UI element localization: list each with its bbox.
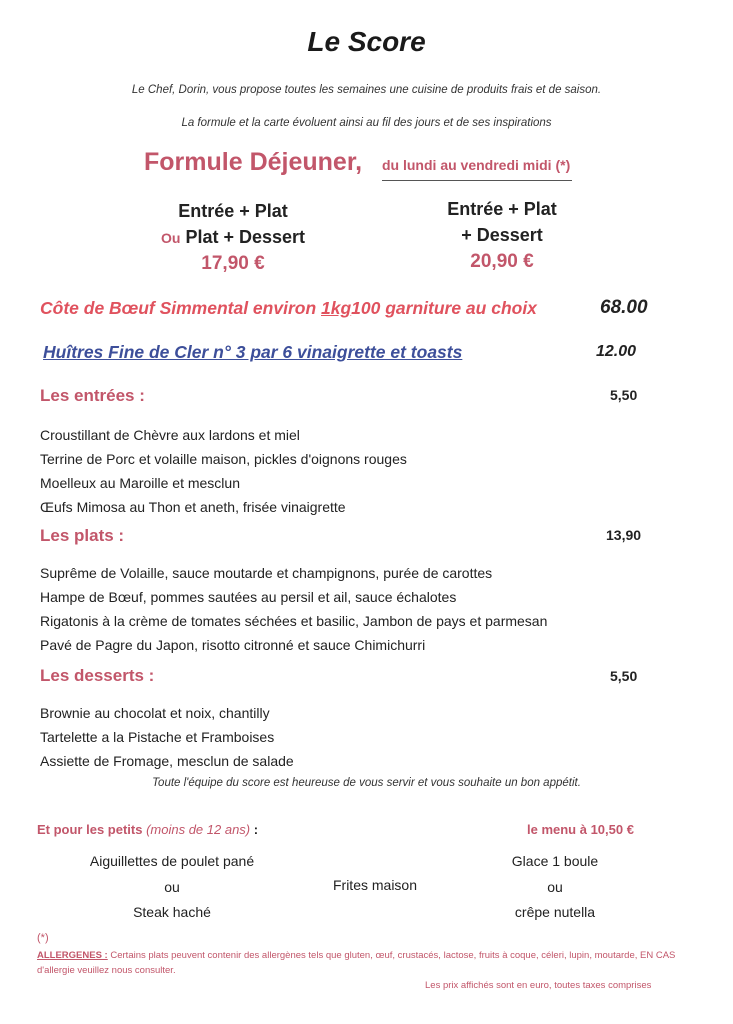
kids-main-option: Aiguillettes de poulet pané: [89, 853, 255, 869]
footnote-asterisk: (*): [37, 932, 49, 944]
section-title-desserts: Les desserts :: [40, 666, 155, 685]
kids-title-age: (moins de 12 ans): [146, 822, 251, 837]
tax-notice: Les prix affichés sont en euro, toutes taxes comprises: [425, 980, 652, 991]
allergen-label: ALLERGENES :: [37, 950, 108, 961]
formule-underline: [382, 180, 572, 181]
section-price-desserts: 5,50: [610, 668, 638, 684]
closing-message: Toute l'équipe du score est heureuse de vous servir et vous souhaite un bon appétit.: [152, 777, 581, 789]
option-1-price: 17,90 €: [201, 253, 265, 274]
kids-title-colon: :: [250, 822, 259, 837]
intro-line-2: La formule et la carte évoluent ainsi au fil des jours et de ses inspirations: [181, 117, 552, 129]
plat-item: Rigatonis à la crème de tomates séchées et basilic, Jambon de pays et parmesan: [40, 613, 548, 629]
menu-title: Le Score: [307, 26, 426, 57]
special-1-text-post: 100 garniture au choix: [351, 298, 537, 318]
special-1-text-underlined: 1kg: [321, 298, 352, 318]
kids-title-main: Et pour les petits: [37, 822, 147, 837]
plat-item: Pavé de Pagre du Japon, risotto citronné et sauce Chimichurri: [40, 637, 426, 653]
special-2-price: 12.00: [596, 343, 637, 360]
option-2-price: 20,90 €: [470, 251, 534, 272]
allergen-text: Certains plats peuvent contenir des allergènes tels que gluten, œuf, crustacés, lactose, fruits à coque, céleri, lupin, moutarde, EN CAS d'allergie veuillez nous consulter.: [37, 950, 676, 976]
section-title-plats: Les plats :: [40, 526, 125, 545]
option-1-line-2: [118, 227, 348, 248]
formule-subtitle: du lundi au vendredi midi (*): [382, 157, 571, 173]
plat-item: Suprême de Volaille, sauce moutarde et champignons, purée de carottes: [40, 565, 493, 581]
kids-main-option: Steak haché: [133, 904, 211, 920]
entree-item: Moelleux au Maroille et mesclun: [40, 475, 240, 491]
option-1-line-1: Entrée + Plat: [178, 201, 288, 221]
option-2-line-2: + Dessert: [461, 225, 543, 245]
kids-dessert-option: crêpe nutella: [514, 904, 596, 920]
option-1-ou: Ou: [160, 230, 181, 246]
special-1-text-pre: Côte de Bœuf Simmental environ: [40, 298, 321, 318]
formule-title: Formule Déjeuner,: [144, 148, 363, 176]
kids-menu-price: le menu à 10,50 €: [527, 822, 634, 837]
section-title-entrees: Les entrées :: [40, 386, 145, 405]
entree-item: Croustillant de Chèvre aux lardons et miel: [40, 427, 300, 443]
kids-dessert-option: Glace 1 boule: [511, 853, 599, 869]
special-cote-de-boeuf: [40, 298, 537, 319]
special-1-price: 68.00: [600, 297, 648, 318]
formule-option-2: [387, 199, 617, 273]
section-price-entrees: 5,50: [610, 387, 638, 403]
kids-title: [37, 822, 258, 837]
dessert-item: Tartelette a la Pistache et Framboises: [40, 729, 275, 745]
option-2-line-1: Entrée + Plat: [447, 199, 557, 219]
kids-main-ou: ou: [164, 879, 180, 895]
dessert-item: Brownie au chocolat et noix, chantilly: [40, 705, 270, 721]
entree-item: Terrine de Porc et volaille maison, pickles d'oignons rouges: [40, 451, 407, 467]
dessert-item: Assiette de Fromage, mesclun de salade: [40, 753, 294, 769]
kids-side: Frites maison: [332, 877, 418, 893]
entree-item: Œufs Mimosa au Thon et aneth, frisée vinaigrette: [40, 499, 346, 515]
plat-item: Hampe de Bœuf, pommes sautées au persil et ail, sauce échalotes: [40, 589, 457, 605]
kids-dessert-ou: ou: [547, 879, 563, 895]
special-huitres: Huîtres Fine de Cler n° 3 par 6 vinaigrette et toasts: [43, 342, 463, 362]
option-1-line-2-text: Plat + Dessert: [185, 227, 306, 247]
section-price-plats: 13,90: [606, 527, 642, 543]
intro-line-1: Le Chef, Dorin, vous propose toutes les semaines une cuisine de produits frais et de saison.: [131, 84, 602, 96]
formule-option-1: [118, 201, 348, 275]
allergen-notice: [37, 948, 702, 978]
